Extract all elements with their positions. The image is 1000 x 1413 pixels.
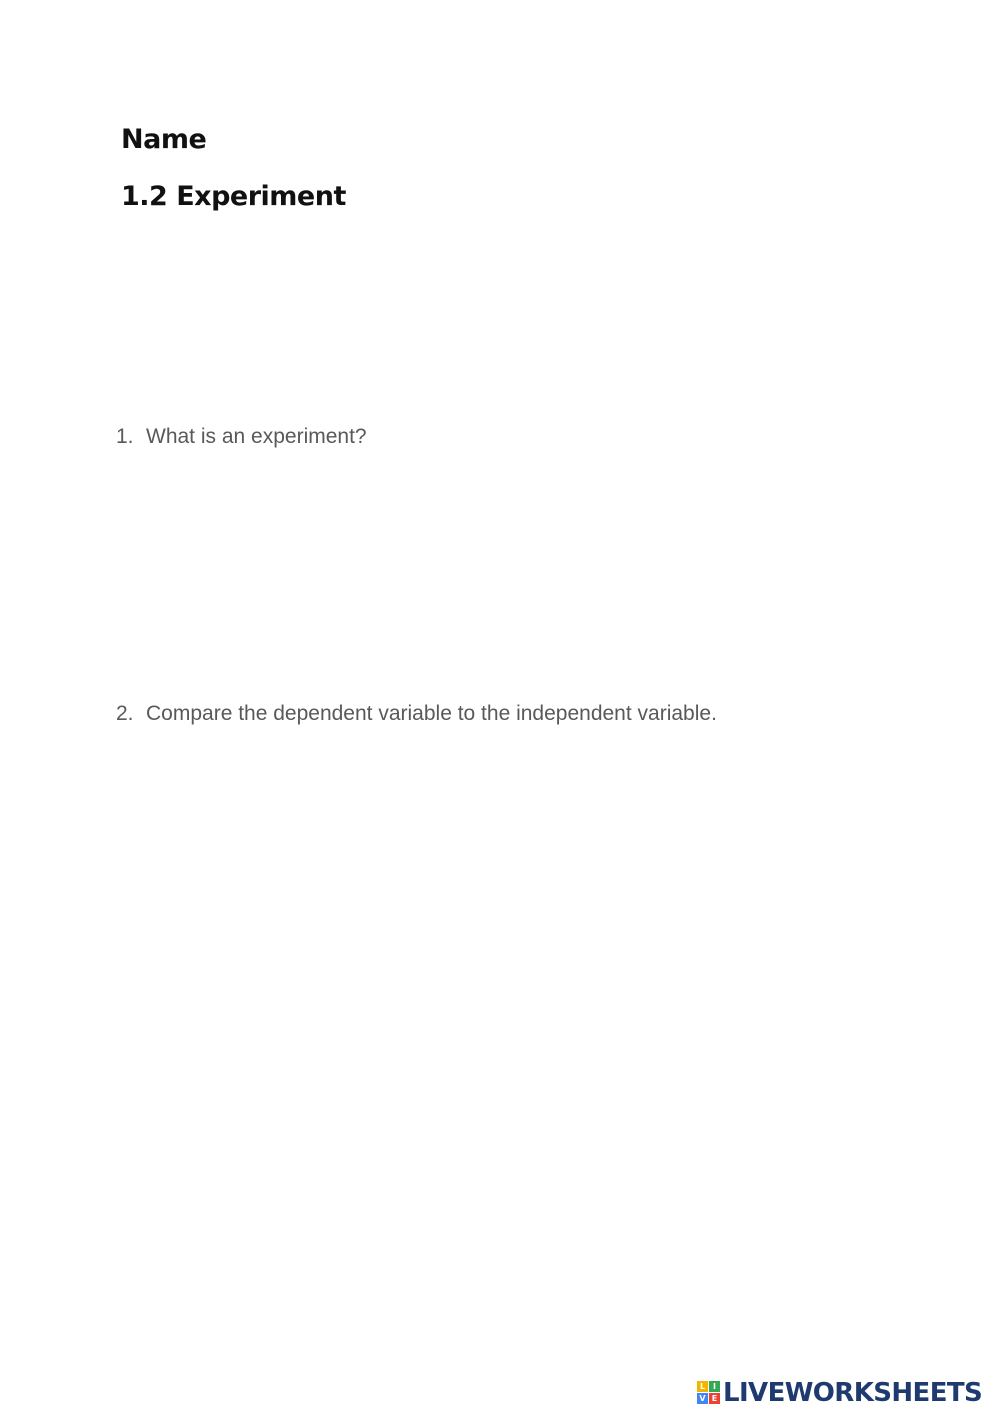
question-2 — [116, 702, 717, 726]
question-1 — [116, 425, 367, 449]
liveworksheets-brand — [697, 1378, 982, 1408]
logo-letter: E — [709, 1393, 720, 1404]
answer-area-2[interactable] — [146, 742, 906, 1302]
worksheet-title: 1.2 Experiment — [121, 181, 346, 212]
logo-letter: V — [697, 1393, 708, 1404]
brand-text: LIVEWORKSHEETS — [723, 1378, 983, 1408]
question-text: Compare the dependent variable to the independent variable. — [146, 702, 717, 725]
liveworksheets-logo-icon — [697, 1381, 721, 1405]
answer-area-1[interactable] — [146, 465, 906, 675]
logo-letter: I — [709, 1381, 720, 1392]
question-text: What is an experiment? — [146, 425, 367, 448]
logo-letter: L — [697, 1381, 708, 1392]
question-number: 2. — [116, 702, 134, 725]
name-label: Name — [121, 124, 207, 155]
question-number: 1. — [116, 425, 134, 448]
